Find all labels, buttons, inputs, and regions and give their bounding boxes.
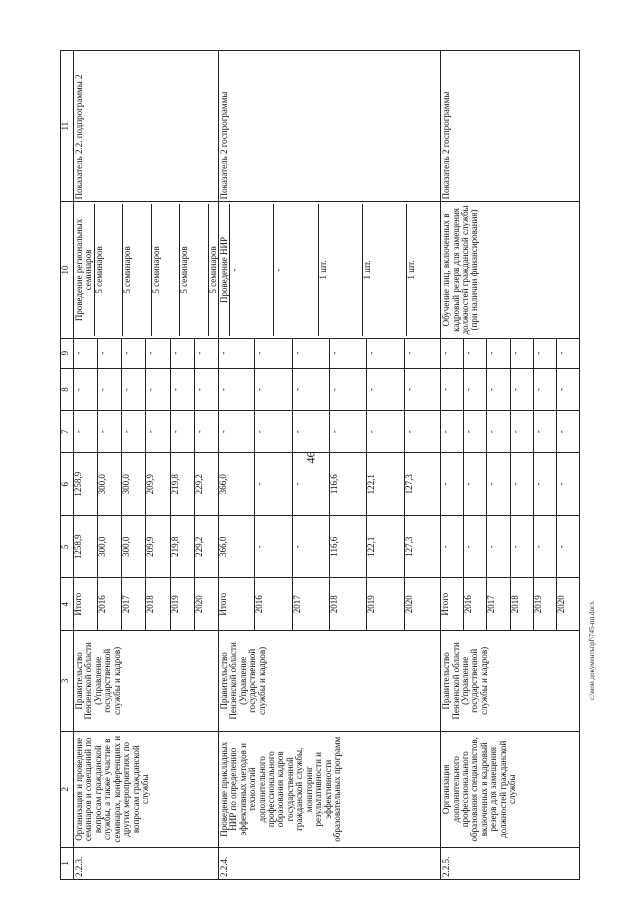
value-cell: 2017	[122, 578, 146, 629]
value-cell: 116,6	[329, 453, 366, 515]
value-cell: 5 семинаров	[151, 204, 180, 335]
year-values	[219, 411, 440, 452]
cell-text: Правительство Пензенской области (Управление государственной службы и кадров)	[218, 642, 267, 720]
year-values	[441, 453, 579, 515]
value-cell: -	[329, 411, 366, 452]
cell-text: Правительство Пензенской области (Управление государственной службы и кадров)	[441, 642, 489, 720]
value-cell: -	[255, 339, 292, 368]
value-cell: 1258,9	[74, 516, 97, 578]
value-cell: -	[193, 387, 204, 391]
value-cell: -	[487, 453, 510, 515]
year-values	[441, 339, 579, 368]
column-header: 8	[61, 368, 74, 410]
table-cell	[74, 578, 219, 630]
table-cell	[218, 51, 440, 202]
column-header: 2	[61, 731, 74, 847]
value-cell: 127,3	[403, 536, 414, 557]
rotated-table-wrapper	[60, 50, 580, 880]
value-cell: -	[533, 516, 556, 578]
value-cell: -	[510, 369, 533, 410]
table-cell	[218, 368, 440, 410]
value-cell: -	[487, 516, 510, 578]
header-row	[61, 51, 74, 880]
value-cell: -	[122, 369, 146, 410]
year-values	[74, 516, 218, 578]
year-values	[441, 516, 579, 578]
value-cell: -	[274, 204, 318, 335]
value-cell: 300,0	[122, 453, 146, 515]
table-cell	[74, 731, 219, 847]
value-cell: -	[255, 453, 292, 515]
indicator-title: Проведение региональных семинаров	[74, 218, 94, 322]
value-cell: -	[219, 411, 255, 452]
value-cell: -	[533, 369, 556, 410]
value-cell: 1258,9	[74, 453, 97, 515]
value-cell: -	[170, 369, 194, 410]
table-cell	[74, 630, 219, 731]
value-cell: -	[193, 430, 204, 434]
indicator-values	[229, 204, 448, 335]
value-cell: -	[556, 387, 567, 391]
value-cell: 366,0	[219, 453, 255, 515]
year-values	[219, 369, 440, 410]
value-cell: 122,1	[367, 516, 404, 578]
value-cell: -	[74, 369, 97, 410]
table-cell	[441, 731, 580, 847]
value-cell: -	[463, 411, 486, 452]
value-cell: -	[219, 339, 255, 368]
value-cell: 2016	[463, 578, 486, 629]
value-cell: -	[122, 339, 146, 368]
value-cell: -	[146, 411, 170, 452]
value-cell: 1 шт.	[318, 204, 362, 335]
value-cell: 2019	[170, 578, 194, 629]
table-cell	[74, 453, 219, 516]
value-cell: -	[74, 339, 97, 368]
table-cell	[74, 51, 219, 202]
value-cell: -	[533, 453, 556, 515]
value-cell: -	[556, 430, 567, 434]
cell-text: Проведение прикладных НИР по определению эффективных методов и технологий дополнительного профессионального образования кадров государственной гражданской службы, мониторинг результативности и эффективности образовательных программ	[218, 736, 343, 842]
table-row	[218, 51, 440, 880]
value-cell: 2016	[255, 578, 292, 629]
value-cell: 366,0	[219, 516, 255, 578]
value-cell: 5 семинаров	[180, 204, 209, 335]
value-cell: -	[255, 411, 292, 452]
cell-text: Показатель 2 госпрограммы	[441, 91, 452, 200]
year-values	[219, 339, 440, 368]
table-cell	[74, 202, 219, 338]
table-cell	[441, 453, 580, 516]
table-cell	[441, 847, 580, 879]
value-cell: 127,3	[403, 474, 414, 495]
year-values	[74, 411, 218, 452]
cell-text: 2.2.4.	[218, 856, 229, 877]
value-cell: -	[219, 369, 255, 410]
value-cell: Итого	[74, 578, 97, 629]
value-cell: -	[441, 339, 463, 368]
value-cell: 229,2	[193, 536, 204, 557]
value-cell: -	[441, 453, 463, 515]
indicator-title: Обучение лиц, включенных в кадровый резерв для замещения должностей гражданской службы (при наличии финансирования)	[441, 205, 480, 335]
table-cell	[74, 847, 219, 879]
value-cell: -	[292, 516, 329, 578]
value-cell: 2019	[533, 578, 556, 629]
value-cell: -	[74, 411, 97, 452]
table-cell	[441, 368, 580, 410]
value-cell: 2020	[556, 595, 567, 614]
value-cell: -	[510, 516, 533, 578]
year-values	[74, 339, 218, 368]
value-cell: 300,0	[122, 516, 146, 578]
column-header: 7	[61, 411, 74, 453]
table-cell	[218, 630, 440, 731]
value-cell: -	[255, 369, 292, 410]
value-cell: Итого	[441, 578, 463, 629]
value-cell: -	[292, 453, 329, 515]
value-cell: 300,0	[97, 453, 121, 515]
cell-text: Показатель 2.2. подпрограммы 2	[74, 74, 84, 200]
value-cell: -	[556, 482, 567, 486]
value-cell: -	[403, 351, 414, 355]
value-cell: -	[403, 430, 414, 434]
value-cell: -	[403, 387, 414, 391]
value-cell: -	[441, 516, 463, 578]
file-path-footer: c:\мои документы\pf\745-пп.docx	[588, 601, 596, 700]
value-cell: -	[97, 339, 121, 368]
value-cell: -	[487, 411, 510, 452]
table-row	[441, 51, 580, 880]
year-values	[219, 578, 440, 629]
value-cell: 122,1	[367, 453, 404, 515]
value-cell: -	[463, 453, 486, 515]
value-cell: -	[533, 411, 556, 452]
column-header: 6	[61, 453, 74, 516]
value-cell: -	[487, 369, 510, 410]
value-cell: 2019	[367, 578, 404, 629]
year-values	[219, 453, 440, 515]
value-cell: -	[556, 351, 567, 355]
value-cell: -	[510, 411, 533, 452]
value-cell: -	[230, 204, 274, 335]
value-cell: 5 семинаров	[123, 204, 152, 335]
table-cell	[74, 368, 219, 410]
table-cell	[441, 630, 580, 731]
column-header: 9	[61, 338, 74, 368]
value-cell: -	[292, 339, 329, 368]
table-cell	[441, 515, 580, 578]
value-cell: -	[146, 339, 170, 368]
value-cell: Итого	[219, 578, 255, 629]
value-cell: 1 шт.	[362, 204, 406, 335]
value-cell: 2016	[97, 578, 121, 629]
value-cell: -	[487, 339, 510, 368]
page-number: 46	[303, 451, 318, 464]
value-cell: 2018	[146, 578, 170, 629]
value-cell: 5 семинаров	[207, 246, 218, 294]
value-cell: 219,8	[170, 453, 194, 515]
value-cell: 2017	[292, 578, 329, 629]
value-cell: -	[556, 545, 567, 549]
table-cell	[218, 578, 440, 630]
year-values	[441, 369, 579, 410]
value-cell: -	[170, 339, 194, 368]
value-cell: -	[533, 339, 556, 368]
table-cell	[218, 731, 440, 847]
year-values	[74, 369, 218, 410]
value-cell: -	[463, 369, 486, 410]
table-cell	[441, 338, 580, 368]
table-cell	[218, 515, 440, 578]
table-cell	[441, 578, 580, 630]
cell-text: Организация и проведение семинаров и совещаний по вопросам гражданской службы, а также участие в семинарах, конференциях и других мероприятиях по вопросам гражданской службы	[74, 735, 151, 843]
value-cell: -	[329, 339, 366, 368]
value-cell: -	[463, 339, 486, 368]
cell-text: Организация дополнительного профессионального образования специалистов, включенных в кадровый резерв для замещения должностей гражданской службы	[441, 737, 518, 842]
value-cell: 2017	[487, 578, 510, 629]
value-cell: -	[146, 369, 170, 410]
table-cell	[74, 338, 219, 368]
indicator-values	[94, 204, 236, 335]
value-cell: 219,8	[170, 516, 194, 578]
cell-text: 2.2.3.	[74, 856, 84, 877]
table-cell	[74, 411, 219, 453]
table-cell	[218, 202, 440, 338]
value-cell: -	[367, 411, 404, 452]
value-cell: -	[510, 453, 533, 515]
value-cell: -	[97, 411, 121, 452]
table-cell	[218, 411, 440, 453]
value-cell: 5 семинаров	[94, 204, 123, 335]
year-values	[74, 578, 218, 629]
value-cell: 2020	[193, 595, 204, 614]
value-cell: -	[463, 516, 486, 578]
value-cell: 2018	[510, 578, 533, 629]
cell-text: Показатель 2 госпрограммы	[218, 91, 229, 200]
cell-text: 2.2.5.	[441, 856, 452, 877]
program-table	[60, 50, 580, 880]
table-cell	[74, 515, 219, 578]
value-cell: 2020	[403, 595, 414, 614]
indicator-title: Проведение НИР	[218, 236, 229, 303]
value-cell: 300,0	[97, 516, 121, 578]
column-header: 1	[61, 847, 74, 879]
column-header: 3	[61, 630, 74, 731]
value-cell: -	[292, 369, 329, 410]
cell-text: Правительство Пензенской области (Управление государственной службы и кадров)	[74, 642, 122, 720]
table-cell	[218, 338, 440, 368]
value-cell: 2018	[329, 578, 366, 629]
column-header: 4	[61, 578, 74, 630]
value-cell: -	[255, 516, 292, 578]
value-cell: -	[510, 339, 533, 368]
value-cell: -	[329, 369, 366, 410]
column-header: 11	[61, 51, 74, 202]
year-values	[441, 578, 579, 629]
value-cell: -	[441, 369, 463, 410]
table-cell	[218, 847, 440, 879]
value-cell: 209,9	[146, 453, 170, 515]
value-cell: -	[193, 351, 204, 355]
table-cell	[441, 411, 580, 453]
value-cell: 229,2	[193, 474, 204, 495]
value-cell: 116,6	[329, 516, 366, 578]
value-cell: -	[441, 411, 463, 452]
value-cell: -	[122, 411, 146, 452]
value-cell: -	[97, 369, 121, 410]
table-cell	[441, 202, 580, 338]
table-cell	[218, 453, 440, 516]
column-header: 5	[61, 515, 74, 578]
year-values	[74, 453, 218, 515]
value-cell: 209,9	[146, 516, 170, 578]
value-cell: 1 шт.	[405, 260, 416, 280]
year-values	[441, 411, 579, 452]
table-row	[74, 51, 219, 880]
value-cell: -	[170, 411, 194, 452]
table-cell	[441, 51, 580, 202]
value-cell: -	[367, 369, 404, 410]
year-values	[219, 516, 440, 578]
value-cell: -	[367, 339, 404, 368]
value-cell: -	[292, 411, 329, 452]
column-header: 10	[61, 202, 74, 338]
